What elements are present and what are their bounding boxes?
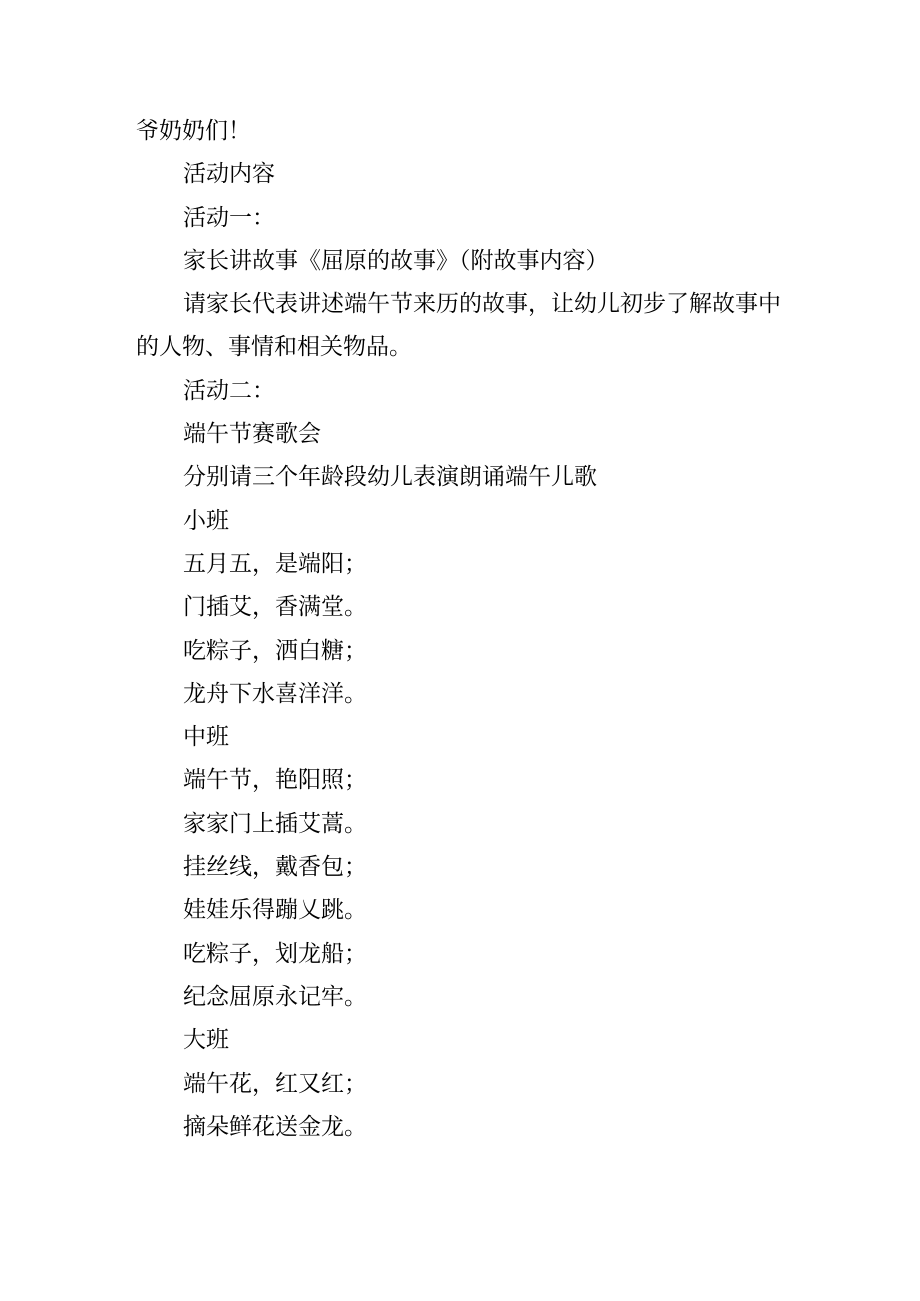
class-label-large: 大班 bbox=[183, 1027, 229, 1054]
activity-two-description: 分别请三个年龄段幼儿表演朗诵端午儿歌 bbox=[183, 464, 597, 491]
rhyme-line: 龙舟下水喜洋洋。 bbox=[183, 680, 367, 707]
rhyme-line: 吃粽子，划龙船； bbox=[183, 940, 367, 967]
rhyme-line: 娃娃乐得蹦乂跳。 bbox=[183, 897, 367, 924]
document-body bbox=[136, 110, 796, 1149]
rhyme-line: 摘朵鲜花送金龙。 bbox=[183, 1113, 367, 1140]
rhyme-line: 端午花，红又红； bbox=[183, 1070, 367, 1097]
rhyme-line: 五月五，是端阳； bbox=[183, 550, 367, 577]
rhyme-line: 门插艾，香满堂。 bbox=[183, 594, 367, 621]
activity-two-title: 端午节赛歌会 bbox=[183, 421, 321, 448]
activity-one-title: 家长讲故事《屈原的故事》（附故事内容） bbox=[183, 247, 609, 274]
section-heading-activity-content: 活动内容 bbox=[183, 161, 275, 188]
activity-one-description: 请家长代表讲述端午节来历的故事，让幼儿初步了解故事中的人物、事情和相关物品。 bbox=[136, 291, 781, 361]
rhyme-line: 端午节，艳阳照； bbox=[183, 767, 367, 794]
activity-two-heading: 活动二： bbox=[183, 377, 275, 404]
activity-one-heading: 活动一： bbox=[183, 204, 275, 231]
rhyme-line: 家家门上插艾蒿。 bbox=[183, 810, 367, 837]
text-line-greeting-continuation: 爷奶奶们！ bbox=[136, 118, 251, 144]
class-label-small: 小班 bbox=[183, 507, 229, 534]
rhyme-line: 吃粽子，洒白糖； bbox=[183, 637, 367, 664]
rhyme-line: 纪念屈原永记牢。 bbox=[183, 983, 367, 1010]
class-label-middle: 中班 bbox=[183, 724, 229, 751]
rhyme-line: 挂丝线，戴香包； bbox=[183, 854, 367, 881]
